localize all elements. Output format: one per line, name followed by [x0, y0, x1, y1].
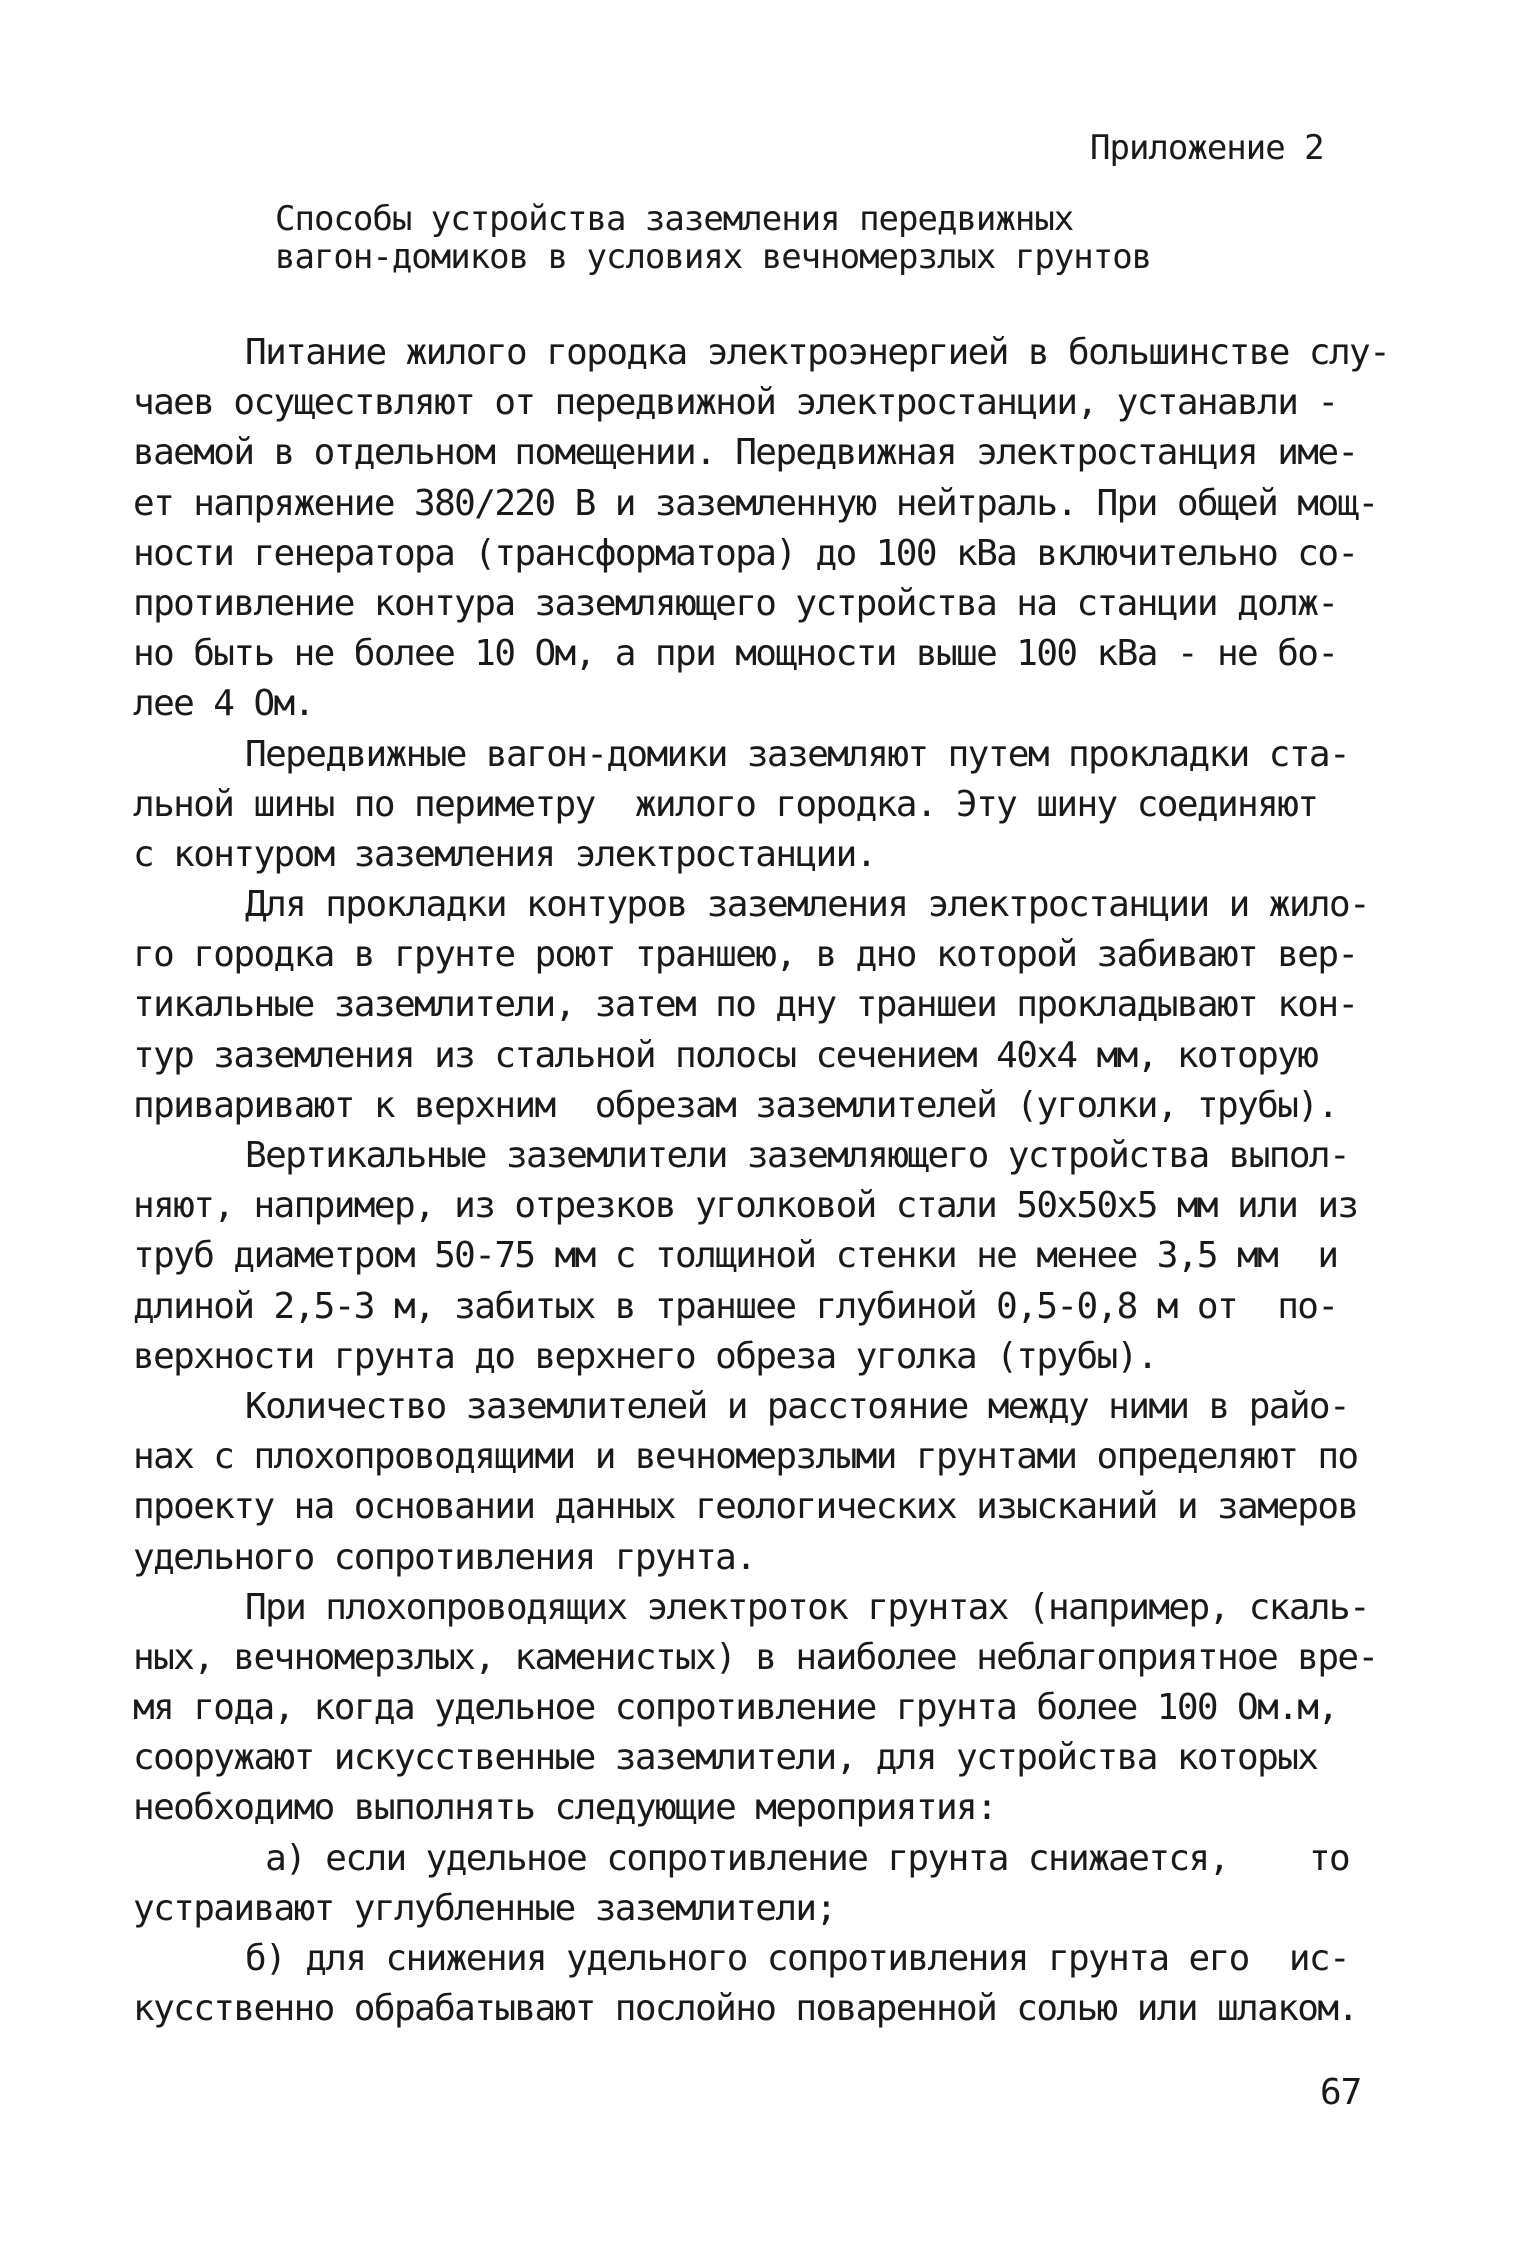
title-line: Способы устройства заземления передвижных [275, 199, 1074, 239]
text-line: тур заземления из стальной полосы сечением 40х4 мм, которую [133, 1034, 1318, 1076]
text-line: Передвижные вагон-домики заземляют путем прокладки ста- [245, 733, 1350, 775]
text-line: няют, например, из отрезков уголковой стали 50х50х5 мм или из [133, 1185, 1358, 1227]
text-line: кусственно обрабатывают послойно поваренной солью или шлаком. [133, 1988, 1358, 2030]
text-line: чаев осуществляют от передвижной электростанции, устанавли - [133, 382, 1338, 424]
text-line: ности генератора (трансформатора) до 100 кВа включительно со- [133, 532, 1358, 574]
appendix-label: Приложение 2 [1090, 128, 1324, 168]
text-line: необходимо выполнять следующие мероприятия: [133, 1787, 997, 1829]
text-line: ет напряжение 380/220 В и заземленную нейтраль. При общей мощ- [133, 482, 1378, 524]
text-line: Вертикальные заземлители заземляющего устройства выпол- [245, 1135, 1350, 1176]
text-line: льной шины по периметру жилого городка. Эту шину соединяют [133, 783, 1318, 825]
text-line: При плохопроводящих электроток грунтах (например, скаль- [245, 1586, 1370, 1628]
text-line: устраивают углубленные заземлители; [133, 1887, 836, 1929]
text-line: мя года, когда удельное сопротивление грунта более 100 Ом.м, [133, 1687, 1338, 1729]
text-line: тикальные заземлители, затем по дну траншеи прокладывают кон- [133, 984, 1358, 1026]
text-line: б) для снижения удельного сопротивления грунта его ис- [245, 1938, 1350, 1979]
text-line: сооружают искусственные заземлители, для устройства которых [133, 1737, 1318, 1779]
text-line: противление контура заземляющего устройства на станции долж- [133, 582, 1338, 624]
text-line: труб диаметром 50-75 мм с толщиной стенки не менее 3,5 мм и [133, 1235, 1338, 1277]
text-line: удельного сопротивления грунта. [133, 1536, 756, 1578]
text-line: проекту на основании данных геологических изысканий и замеров [133, 1486, 1358, 1528]
text-line: но быть не более 10 Ом, а при мощности выше 100 кВа - не бо- [133, 633, 1338, 675]
text-line: нах с плохопроводящими и вечномерзлыми грунтами определяют по [133, 1436, 1358, 1478]
text-line: длиной 2,5-3 м, забитых в траншее глубиной 0,5-0,8 м от по- [133, 1285, 1338, 1327]
text-line: ваемой в отдельном помещении. Передвижная электростанция име- [133, 432, 1358, 474]
page-number: 67 [1320, 2072, 1362, 2113]
text-line: верхности грунта до верхнего обреза уголка (трубы). [133, 1335, 1157, 1377]
text-line: ных, вечномерзлых, каменистых) в наиболее неблагоприятное вре- [133, 1636, 1378, 1678]
text-line: с контуром заземления электростанции. [133, 833, 876, 875]
document-title [275, 200, 1151, 276]
text-line: лее 4 Ом. [133, 683, 314, 725]
title-line: вагон-домиков в условиях вечномерзлых грунтов [275, 237, 1152, 277]
body-text [133, 328, 1390, 2034]
text-line: Питание жилого городка электроэнергией в большинстве слу- [245, 332, 1390, 373]
text-line: Для прокладки контуров заземления электростанции и жило- [245, 884, 1370, 926]
text-line: Количество заземлителей и расстояние между ними в райо- [245, 1385, 1350, 1427]
text-line: приваривают к верхним обрезам заземлителей (уголки, трубы). [133, 1084, 1338, 1126]
text-line: а) если удельное сопротивление грунта снижается, то [245, 1837, 1350, 1879]
text-line: го городка в грунте роют траншею, в дно которой забивают вер- [133, 934, 1358, 976]
